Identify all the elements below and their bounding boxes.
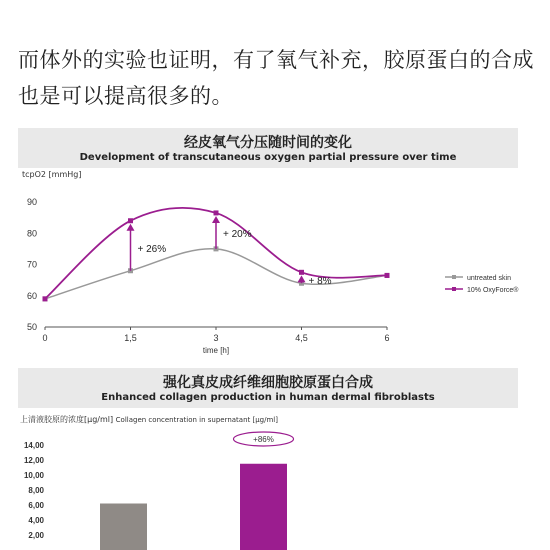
x-tick-label: 0 [42, 333, 48, 343]
series-point-1 [128, 218, 133, 223]
chart2-plot [0, 425, 550, 550]
chart2-subtitle: Enhanced collagen production in human dermal fibroblasts [101, 392, 435, 403]
y-tick-label: 12,00 [23, 456, 44, 465]
series-point-1 [43, 296, 48, 301]
y-tick-label: 10,00 [23, 471, 44, 480]
legend-label-1: 10% OxyForce® [467, 287, 519, 294]
x-tick-label: 1,5 [124, 333, 137, 343]
y-tick-label: 80 [26, 228, 38, 239]
chart1-header [18, 128, 518, 168]
x-tick-label: 3 [213, 333, 219, 343]
y-tick-label: 50 [26, 322, 38, 332]
x-axis-label: time [h] [202, 346, 230, 355]
chart1-plot [0, 180, 550, 365]
series-point-1 [214, 210, 219, 215]
annotation-label: + 20% [223, 228, 252, 240]
series-point-1 [299, 270, 304, 275]
y-tick-label: 4,00 [28, 516, 44, 525]
chart2-ylabel-cn: 上清液胶原的浓度[µg/ml] [20, 415, 114, 424]
series-point-1 [385, 273, 390, 278]
annotation-label: + 8% [308, 275, 332, 287]
chart2-header [18, 368, 518, 408]
series-line-0 [45, 249, 387, 299]
x-tick-label: 4,5 [295, 333, 308, 343]
intro-text: 而体外的实验也证明，有了氧气补充，胶原蛋白的合成也是可以提高很多的。 [18, 48, 534, 108]
chart1-title: 经皮氧气分压随时间的变化 [184, 135, 352, 151]
annotation-arrow-head [127, 224, 135, 231]
bar-untreated [100, 504, 147, 550]
y-tick-label: 90 [26, 197, 38, 207]
bar-OxyForce [240, 464, 287, 550]
chart2-ylabel [20, 414, 278, 425]
chart1-ylabel: tcpO2 [mmHg] [22, 170, 82, 179]
annotation-label: +86% [253, 435, 274, 444]
legend-marker-1 [452, 287, 456, 291]
chart2-title: 强化真皮成纤维细胞胶原蛋白合成 [163, 375, 373, 391]
annotation-label: + 26% [137, 243, 167, 255]
chart2-ylabel-en: Collagen concentration in supernatant [µg/ml] [115, 416, 278, 424]
y-tick-label: 70 [26, 259, 38, 270]
chart1-subtitle: Development of transcutaneous oxygen partial pressure over time [79, 152, 457, 163]
y-tick-label: 6,00 [28, 501, 44, 510]
annotation-arrow-head [298, 275, 306, 282]
x-tick-label: 6 [384, 333, 390, 343]
legend-marker-0 [452, 275, 456, 279]
y-tick-label: 60 [26, 290, 38, 301]
y-tick-label: 2,00 [28, 531, 44, 540]
y-tick-label: 8,00 [28, 486, 44, 495]
annotation-arrow-head [212, 216, 220, 223]
y-tick-label: 14,00 [23, 441, 44, 450]
legend-label-0: untreated skin [467, 275, 511, 282]
